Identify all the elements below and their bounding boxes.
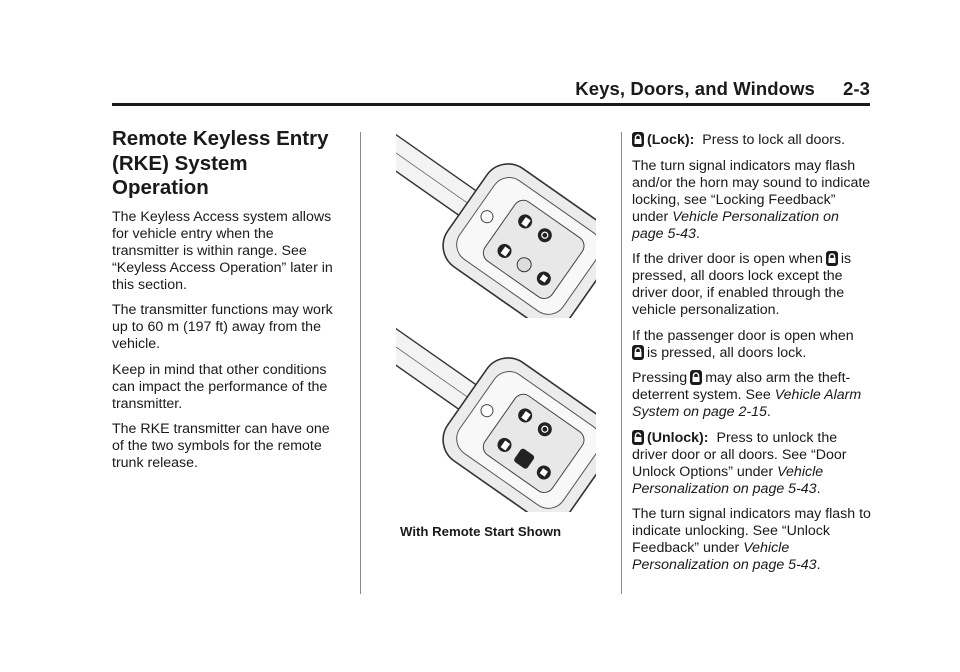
unlock-term: (Unlock): — [647, 429, 709, 446]
lock-term: (Lock): — [647, 132, 695, 148]
left-column — [112, 127, 344, 481]
lock-icon — [632, 345, 644, 360]
text-run: Pressing — [632, 370, 688, 386]
lock-description: Press to lock all doors. — [702, 132, 846, 148]
text-run: . — [816, 557, 821, 573]
paragraph: Keep in mind that other conditions can impact the performance of the transmitter. — [112, 361, 328, 412]
paragraph — [632, 370, 872, 421]
text-run: Press to unlock the driver door or all doors. See “Door Unlock Options” under — [632, 429, 847, 480]
text-run: If the passenger door is open when — [632, 327, 854, 344]
paragraph — [632, 251, 872, 319]
page-number: 2-3 — [842, 78, 870, 99]
cross-reference: Vehicle Personalization on page 5-43 — [632, 540, 817, 573]
paragraph — [632, 328, 872, 362]
paragraph — [632, 158, 872, 243]
key-fob-trunk-release-illustration — [396, 128, 596, 318]
paragraph — [632, 506, 872, 574]
text-run: . — [766, 404, 771, 420]
cross-reference: Vehicle Personalization on page 5-43 — [632, 463, 824, 497]
section-title: Remote Keyless Entry (RKE) System Operation — [112, 127, 329, 199]
column-divider — [621, 132, 622, 594]
lock-icon — [826, 251, 838, 266]
text-run: If the driver door is open when — [632, 251, 823, 267]
text-run: is pressed, all doors lock except the driver door, if enabled through the vehicle personalization. — [632, 251, 852, 318]
page-header — [112, 78, 870, 102]
text-run: . — [816, 480, 821, 497]
paragraph — [632, 132, 872, 149]
cross-reference: Vehicle Personalization on page 5-43 — [632, 208, 839, 242]
text-run: . — [695, 225, 700, 242]
lock-icon — [632, 132, 644, 147]
paragraph — [632, 430, 872, 498]
right-column — [632, 132, 872, 583]
text-run: may also arm the theft-deterrent system. See — [632, 370, 851, 403]
text-run: The turn signal indicators may flash and/or the horn may sound to indicate locking, see “Locking Feedback” under — [632, 157, 871, 225]
figure-caption: With Remote Start Shown — [400, 524, 562, 539]
chapter-title: Keys, Doors, and Windows — [575, 78, 815, 99]
paragraph: The Keyless Access system allows for vehicle entry when the transmitter is within range. See “Keyless Access Operation” later in this section. — [112, 208, 333, 293]
lock-icon — [690, 370, 702, 385]
cross-reference: Vehicle Alarm System on page 2-15 — [632, 387, 862, 420]
text-run: is pressed, all doors lock. — [647, 344, 807, 361]
paragraph: The transmitter functions may work up to 60 m (197 ft) away from the vehicle. — [112, 302, 333, 352]
paragraph: The RKE transmitter can have one of the two symbols for the remote trunk release. — [112, 421, 330, 471]
header-rule — [112, 103, 870, 106]
unlock-icon — [632, 430, 644, 445]
key-fob-remote-start-illustration — [396, 322, 596, 512]
text-run: The turn signal indicators may flash to indicate unlocking. See “Unlock Feedback” under — [632, 506, 871, 556]
column-divider — [360, 132, 361, 594]
